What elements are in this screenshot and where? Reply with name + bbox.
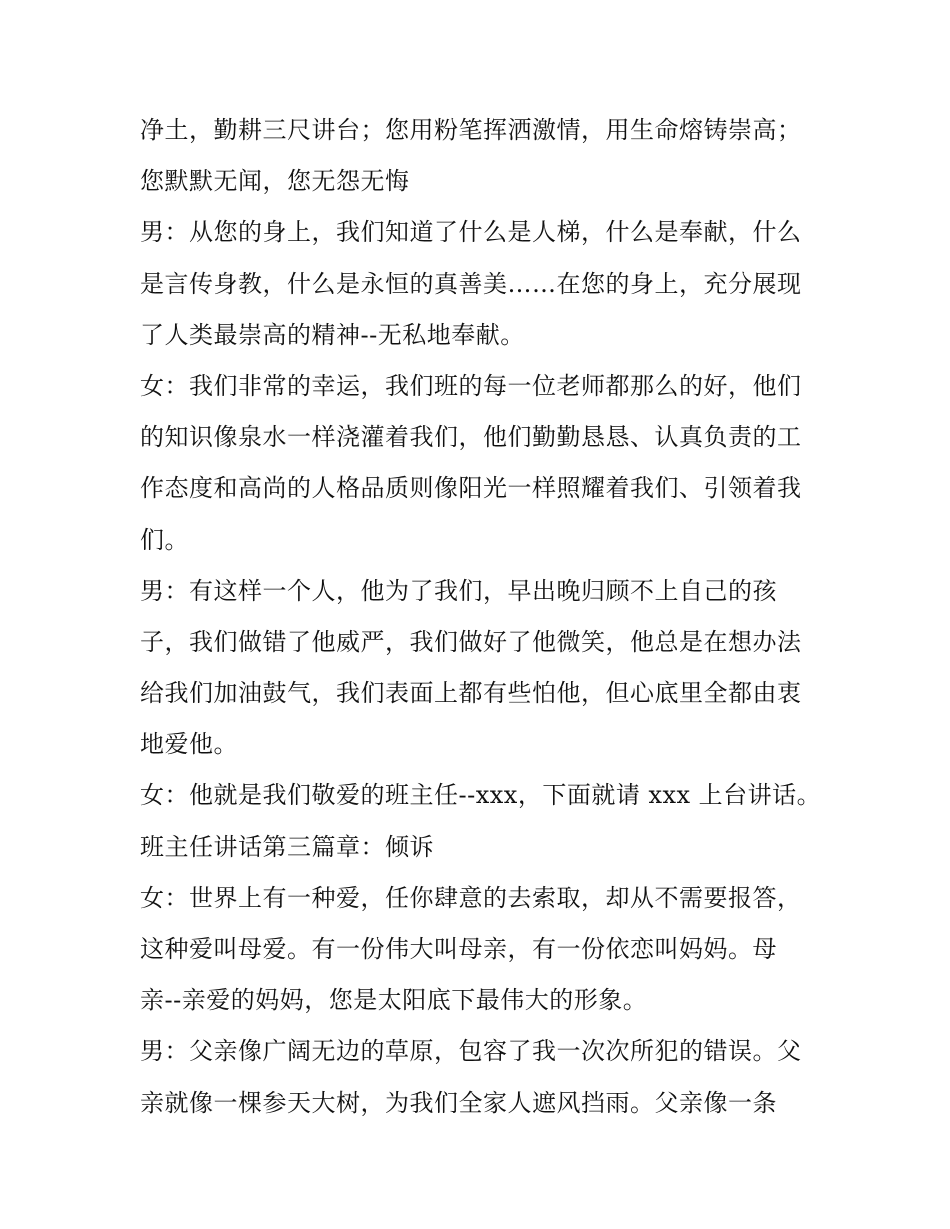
text-line: 这种爱叫母爱。有一份伟大叫母亲，有一份依恋叫妈妈。母: [140, 935, 777, 963]
text-line: 女：我们非常的幸运，我们班的每一位老师都那么的好，他们: [140, 371, 802, 400]
text-line: 们。: [140, 525, 189, 554]
text-line: 是言传身教，什么是永恒的真善美……在您的身上，充分展现: [140, 269, 802, 298]
text-line: 亲就像一棵参天大树，为我们全家人遮风挡雨。父亲像一条: [140, 1088, 777, 1117]
document-body: [140, 105, 822, 1129]
text-line: 的知识像泉水一样浇灌着我们，他们勤勤恳恳、认真负责的工: [140, 423, 802, 452]
text-line: 男：有这样一个人，他为了我们，早出晚归顾不上自己的孩: [140, 576, 777, 605]
text-line: 作态度和高尚的人格品质则像阳光一样照耀着我们、引领着我: [140, 474, 802, 503]
text-line: 男：父亲像广阔无边的草原，包容了我一次次所犯的错误。父: [140, 1037, 802, 1066]
text-line: 您默默无闻，您无怨无悔: [140, 167, 410, 196]
text-line: 给我们加油鼓气，我们表面上都有些怕他，但心底里全都由衷: [140, 679, 802, 708]
section-heading: 班主任讲话第三篇章：倾诉: [140, 832, 434, 861]
text-line: 了人类最崇高的精神--无私地奉献。: [140, 320, 525, 349]
text-line: 女：世界上有一种爱，任你肆意的去索取，却从不需要报答，: [140, 883, 802, 912]
text-line: 地爱他。: [140, 730, 238, 759]
text-line: 男：从您的身上，我们知道了什么是人梯，什么是奉献，什么: [140, 218, 802, 247]
text-line: 净土，勤耕三尺讲台；您用粉笔挥洒激情，用生命熔铸崇高；: [140, 116, 802, 144]
text-line: 亲--亲爱的妈妈，您是太阳底下最伟大的形象。: [140, 986, 648, 1015]
text-line: 女：他就是我们敬爱的班主任--xxx，下面就请 xxx 上台讲话。: [140, 781, 822, 810]
text-line: 子，我们做错了他威严，我们做好了他微笑，他总是在想办法: [140, 627, 802, 656]
